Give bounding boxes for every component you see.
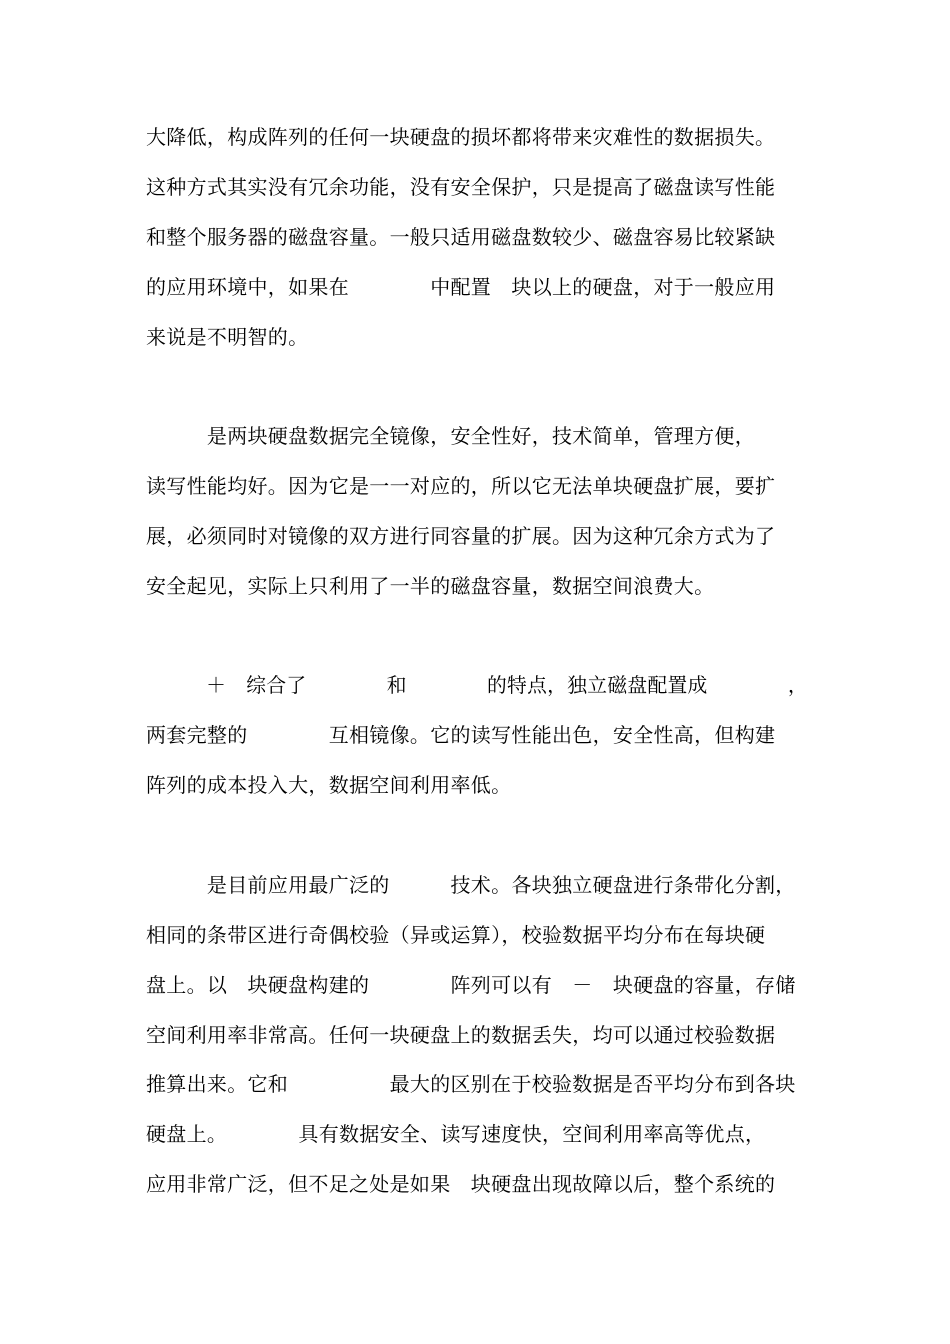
text-line: 硬盘上。 具有数据安全、读写速度快，空间利用率高等优点， bbox=[146, 1122, 766, 1146]
text-line: 读写性能均好。因为它是一一对应的，所以它无法单块硬盘扩展，要扩 bbox=[146, 474, 776, 498]
text-line: 是两块硬盘数据完全镜像，安全性好，技术简单，管理方便， bbox=[146, 424, 755, 448]
text-line: 的应用环境中，如果在 中配置 块以上的硬盘，对于一般应用 bbox=[146, 275, 776, 299]
text-line: 安全起见，实际上只利用了一半的磁盘容量，数据空间浪费大。 bbox=[146, 574, 715, 598]
text-line: 阵列的成本投入大，数据空间利用率低。 bbox=[146, 773, 512, 797]
text-line: 推算出来。它和 最大的区别在于校验数据是否平均分布到各块 bbox=[146, 1072, 796, 1096]
text-line: 来说是不明智的。 bbox=[146, 325, 309, 349]
text-line: 两套完整的 互相镜像。它的读写性能出色，安全性高，但构建 bbox=[146, 723, 776, 747]
text-line: 应用非常广泛，但不足之处是如果 块硬盘出现故障以后，整个系统的 bbox=[146, 1172, 776, 1196]
text-line: 空间利用率非常高。任何一块硬盘上的数据丢失，均可以通过校验数据 bbox=[146, 1023, 776, 1047]
text-line: ＋ 综合了 和 的特点，独立磁盘配置成 ， bbox=[146, 673, 808, 697]
text-line: 是目前应用最广泛的 技术。各块独立硬盘进行条带化分割， bbox=[146, 873, 796, 897]
text-line: 和整个服务器的磁盘容量。一般只适用磁盘数较少、磁盘容易比较紧缺 bbox=[146, 225, 776, 249]
text-line: 这种方式其实没有冗余功能，没有安全保护，只是提高了磁盘读写性能 bbox=[146, 175, 776, 199]
text-line: 展，必须同时对镜像的双方进行同容量的扩展。因为这种冗余方式为了 bbox=[146, 524, 776, 548]
text-line: 盘上。以 块硬盘构建的 阵列可以有 － 块硬盘的容量，存储 bbox=[146, 973, 796, 997]
text-line: 大降低，构成阵列的任何一块硬盘的损坏都将带来灾难性的数据损失。 bbox=[146, 125, 776, 149]
text-line: 相同的条带区进行奇偶校验（异或运算），校验数据平均分布在每块硬 bbox=[146, 923, 766, 947]
